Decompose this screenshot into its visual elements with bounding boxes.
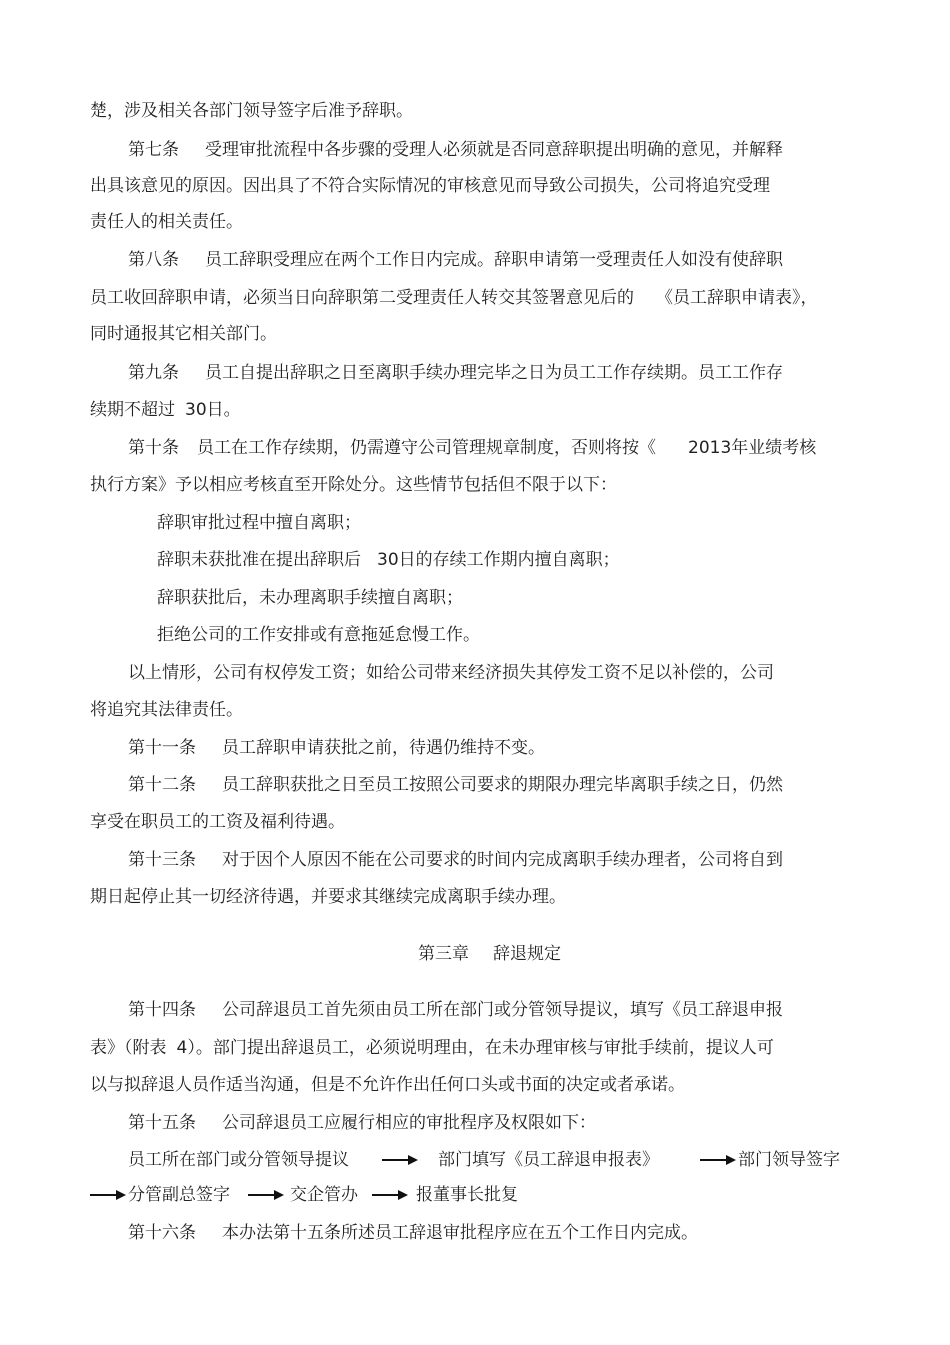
article-label: 第七条 [128, 140, 179, 160]
text-fragment: 辞职未获批准在提出辞职后 [157, 550, 361, 570]
article-label: 第十三条 [128, 850, 196, 870]
text-line: 同时通报其它相关部门。 [90, 324, 277, 344]
arrow-right-icon [382, 1154, 418, 1166]
text-line: 以上情形，公司有权停发工资；如给公司带来经济损失其停发工资不足以补偿的，公司 [128, 663, 774, 683]
text-line: 享受在职员工的工资及福利待遇。 [90, 812, 345, 832]
text-line: 执行方案》予以相应考核直至开除处分。这些情节包括但不限于以下： [90, 475, 617, 495]
text-line [90, 399, 241, 421]
text-fragment: 30日。 [185, 400, 241, 420]
article-12 [128, 774, 783, 796]
flow-step: 分管副总签字 [128, 1185, 230, 1205]
text-line: 将追究其法律责任。 [90, 700, 243, 720]
text-line: 以与拟辞退人员作适当沟通，但是不允许作出任何口头或书面的决定或者承诺。 [90, 1075, 685, 1095]
article-text: 对于因个人原因不能在公司要求的时间内完成离职手续办理者，公司将自到 [222, 850, 783, 870]
article-label: 第十一条 [128, 738, 196, 758]
article-10 [128, 437, 816, 459]
flow-step: 部门领导签字 [738, 1150, 840, 1170]
text-line: 责任人的相关责任。 [90, 212, 243, 232]
text-fragment: 续期不超过 [90, 400, 175, 420]
chapter-heading [418, 943, 561, 965]
text-line: 期日起停止其一切经济待遇，并要求其继续完成离职手续办理。 [90, 887, 566, 907]
flow-step: 员工所在部门或分管领导提议 [128, 1150, 349, 1170]
article-text: 2013年业绩考核 [688, 438, 817, 458]
article-text: 员工在工作存续期，仍需遵守公司管理规章制度，否则将按《 [197, 438, 656, 458]
article-15 [128, 1112, 596, 1134]
text-fragment: 《员工辞职申请表》， [656, 288, 818, 308]
text-line [90, 287, 818, 309]
flow-step: 部门填写《员工辞退申报表》 [438, 1150, 659, 1170]
chapter-title: 辞退规定 [493, 944, 561, 964]
list-item: 辞职审批过程中擅自离职； [157, 513, 361, 533]
article-label: 第十五条 [128, 1113, 196, 1133]
arrow-right-icon [90, 1189, 126, 1201]
article-text: 员工辞职申请获批之前，待遇仍维持不变。 [222, 738, 545, 758]
text-line: 楚，涉及相关各部门领导签字后准予辞职。 [90, 101, 413, 121]
arrow-right-icon [248, 1189, 284, 1201]
article-text: 员工辞职受理应在两个工作日内完成。辞职申请第一受理责任人如没有使辞职 [205, 250, 783, 270]
text-line [90, 1037, 774, 1059]
article-text: 员工自提出辞职之日至离职手续办理完毕之日为员工工作存续期。员工工作存 [205, 363, 783, 383]
article-9 [128, 362, 783, 384]
list-item [157, 549, 620, 571]
article-label: 第十四条 [128, 1000, 196, 1020]
text-fragment: 员工收回辞职申请，必须当日向辞职第二受理责任人转交其签署意见后的 [90, 288, 634, 308]
article-8 [128, 249, 783, 271]
arrow-right-icon [372, 1189, 408, 1201]
text-fragment: 表》（附表 [90, 1038, 167, 1058]
text-fragment: 4）。部门提出辞退员工，必须说明理由，在未办理审核与审批手续前，提议人可 [176, 1038, 774, 1058]
article-label: 第九条 [128, 363, 179, 383]
list-item: 拒绝公司的工作安排或有意拖延怠慢工作。 [157, 625, 480, 645]
article-16 [128, 1222, 698, 1244]
article-7 [128, 139, 783, 161]
flow-step: 交企管办 [290, 1185, 358, 1205]
text-line: 出具该意见的原因。因出具了不符合实际情况的审核意见而导致公司损失，公司将追究受理 [90, 176, 770, 196]
flow-step: 报董事长批复 [416, 1185, 518, 1205]
article-14 [128, 999, 783, 1021]
arrow-right-icon [700, 1154, 736, 1166]
article-label: 第十条 [128, 438, 179, 458]
article-text: 公司辞退员工首先须由员工所在部门或分管领导提议，填写《员工辞退申报 [222, 1000, 783, 1020]
article-text: 本办法第十五条所述员工辞退审批程序应在五个工作日内完成。 [222, 1223, 698, 1243]
article-13 [128, 849, 783, 871]
article-11 [128, 737, 545, 759]
article-text: 受理审批流程中各步骤的受理人必须就是否同意辞职提出明确的意见，并解释 [205, 140, 783, 160]
text-fragment: 30日的存续工作期内擅自离职； [377, 550, 620, 570]
article-text: 员工辞职获批之日至员工按照公司要求的期限办理完毕离职手续之日，仍然 [222, 775, 783, 795]
article-text: 公司辞退员工应履行相应的审批程序及权限如下： [222, 1113, 596, 1133]
article-label: 第十二条 [128, 775, 196, 795]
article-label: 第十六条 [128, 1223, 196, 1243]
article-label: 第八条 [128, 250, 179, 270]
list-item: 辞职获批后，未办理离职手续擅自离职； [157, 588, 463, 608]
chapter-label: 第三章 [418, 944, 469, 964]
